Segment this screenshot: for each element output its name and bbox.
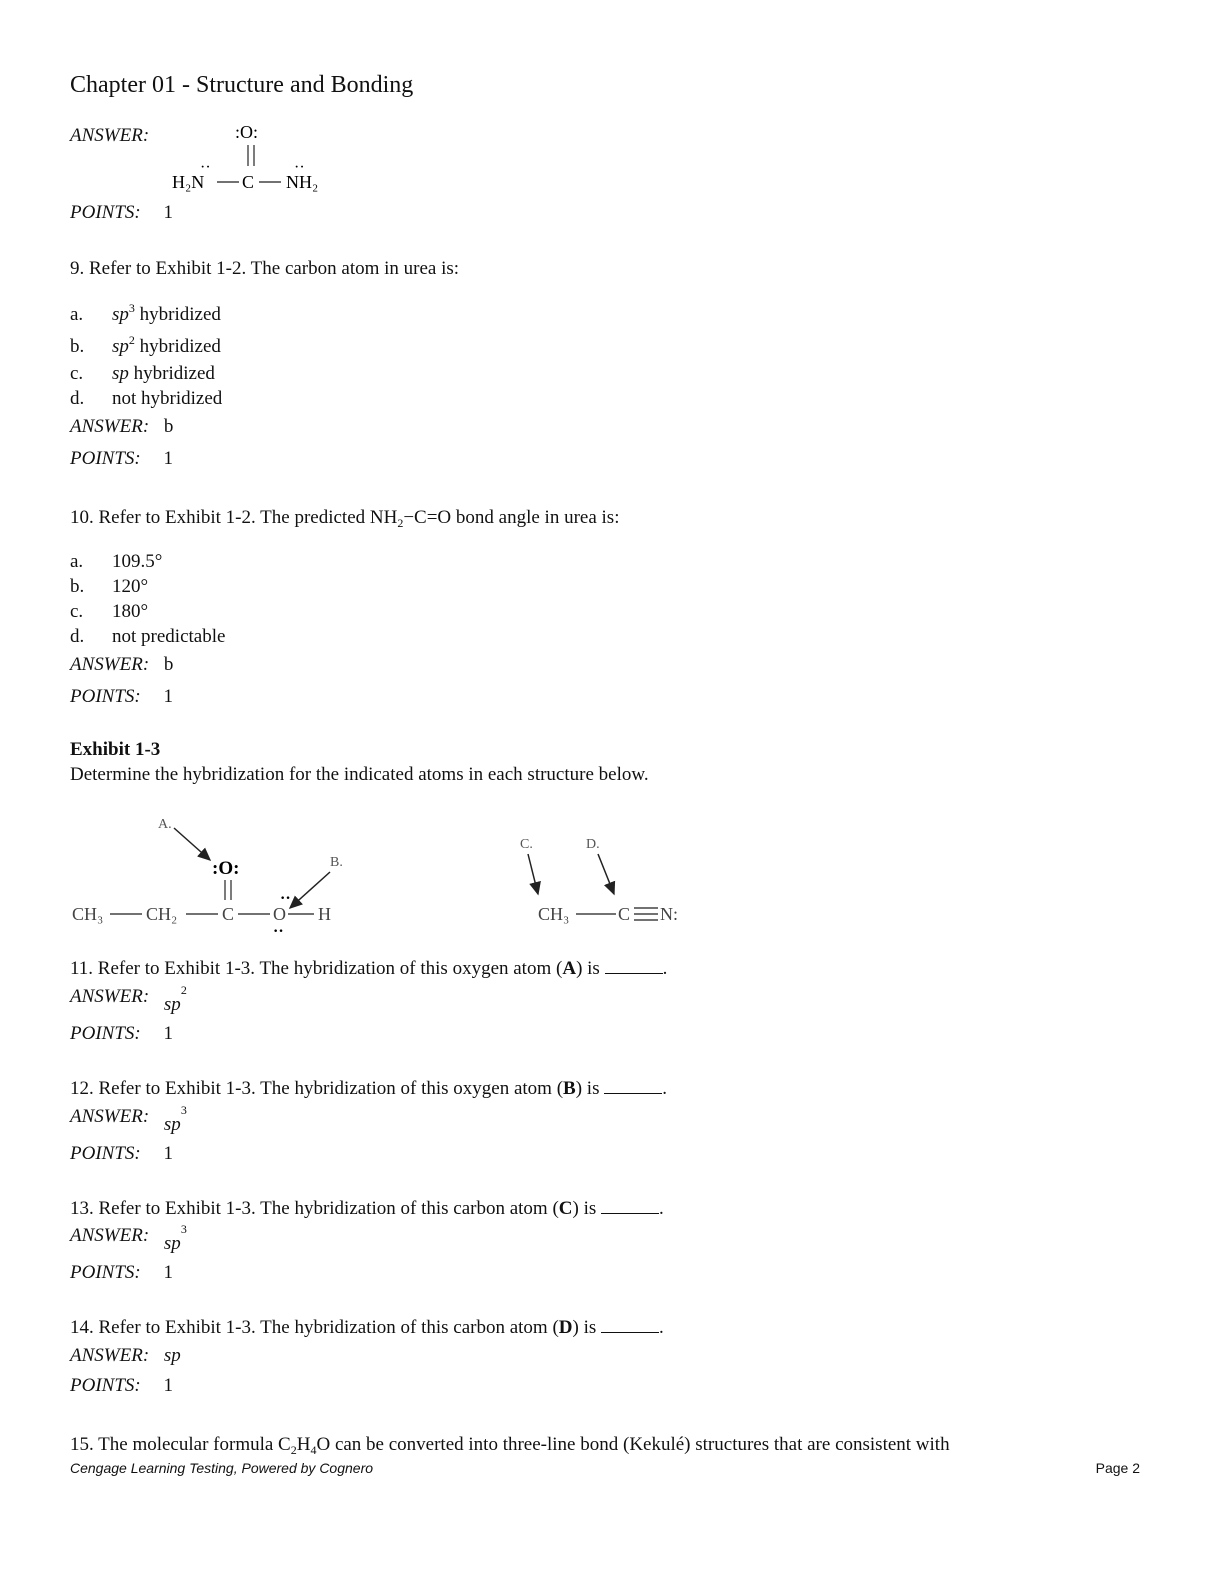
points-row [70,202,173,224]
question-9-option-c: c. sp hybridized [70,363,215,384]
answer-row: ANSWER: $sp^3$ [70,1103,187,1135]
answer-row: ANSWER: b [70,654,174,675]
ch3-group: CH₃ [72,904,104,924]
footer-credit: Cengage Learning Testing, Powered by Cognero [70,1460,374,1476]
points-value: 1 [163,686,173,707]
lone-pair-dots: ·· [200,159,211,176]
carboxyl-carbon: C [222,904,235,924]
answer-value: sp [163,994,181,1015]
points-row: POINTS: 1 [70,686,173,707]
question-10-option-d: d. not predictable [70,626,226,647]
answer-blank [601,1316,659,1333]
question-9-option-d: d. not hybridized [70,388,223,409]
question-14-stem: 14. Refer to Exhibit 1-3. The hybridization of this carbon atom (D) is . [70,1317,664,1338]
points-value: 1 [163,1023,173,1044]
answer-value: sp [163,1345,181,1366]
ch2-group: CH₂ [146,904,178,924]
arrow-d [598,854,614,894]
answer-blank [601,1197,659,1214]
label-a: A. [158,817,172,832]
question-10-option-b: b. 120° [70,576,149,597]
question-11-stem: 11. Refer to Exhibit 1-3. The hybridization of this oxygen atom (A) is . [70,958,668,979]
points-row: POINTS: 1 [70,1143,173,1164]
answer-row: ANSWER: b [70,416,174,437]
points-row: POINTS: 1 [70,1262,173,1283]
page-title: Chapter 01 - Structure and Bonding [70,72,414,98]
exhibit-title: Exhibit 1-3 [70,739,161,760]
answer-value: sp [163,1233,181,1254]
answer-value: sp [163,1114,181,1135]
points-value: 1 [163,1143,173,1164]
ch3-group: CH₃ [538,904,570,924]
urea-structure [160,112,360,202]
points-value: 1 [163,202,173,223]
arrow-b [290,872,330,908]
label-d: D. [586,837,600,852]
carbonyl-oxygen: :O: [212,858,240,879]
answer-row: ANSWER: $sp^3$ [70,1222,187,1254]
exhibit-description: Determine the hybridization for the indicated atoms in each structure below. [70,764,649,785]
lone-pair-dots: ·· [273,923,284,940]
question-9-stem: 9. Refer to Exhibit 1-2. The carbon atom in urea is: [70,258,460,279]
hydroxyl-oxygen: O [273,904,286,924]
answer-row: ANSWER: sp [70,1345,181,1366]
arrow-c [528,854,538,894]
answer-blank [604,1077,662,1094]
lone-pair-dots: ·· [280,890,291,907]
urea-carbon: C [242,172,255,192]
points-value: 1 [163,1375,173,1396]
label-c: C. [520,837,533,852]
answer-label: ANSWER: [70,125,150,146]
points-row: POINTS: 1 [70,1023,173,1044]
lone-pair-dots: ·· [294,159,305,176]
question-15-stem: 15. The molecular formula $C_2H_4O$ can be converted into three-line bond (Kekulé) structures that are consistent with [70,1434,950,1457]
answer-blank [605,957,663,974]
points-value: 1 [163,1262,173,1283]
question-12-stem: 12. Refer to Exhibit 1-3. The hybridization of this oxygen atom (B) is . [70,1078,667,1099]
arrow-a [174,828,210,860]
urea-oxygen: :O: [235,122,259,142]
answer-value: b [163,416,174,437]
question-9-option-b: b. $sp^2$ hybridized [70,333,221,357]
nitrile-nitrogen: N: [660,904,678,924]
question-10-option-c: c. 180° [70,601,149,622]
acetonitrile-structure [520,828,710,928]
label-b: B. [330,855,343,870]
points-value: 1 [163,448,173,469]
nitrile-carbon: C [618,904,631,924]
urea-left-nh2: H₂N [172,172,205,192]
hydrogen: H [318,904,331,924]
question-9-option-a: a. $sp^3$ hybridized [70,301,221,325]
question-10-option-a: a. 109.5° [70,551,163,572]
acetic-acid-structure [68,808,368,944]
page-number: Page 2 [1095,1460,1140,1476]
answer-value: b [163,654,174,675]
question-13-stem: 13. Refer to Exhibit 1-3. The hybridization of this carbon atom (C) is . [70,1198,664,1219]
points-row: POINTS: 1 [70,448,173,469]
points-row: POINTS: 1 [70,1375,173,1396]
points-label: POINTS: [70,202,141,223]
question-10-stem: 10. Refer to Exhibit 1-2. The predicted $NH_2-C=O$ bond angle in urea is: [70,507,620,530]
urea-right-nh2: NH₂ [286,172,319,192]
answer-row: ANSWER: $sp^2$ [70,983,187,1015]
